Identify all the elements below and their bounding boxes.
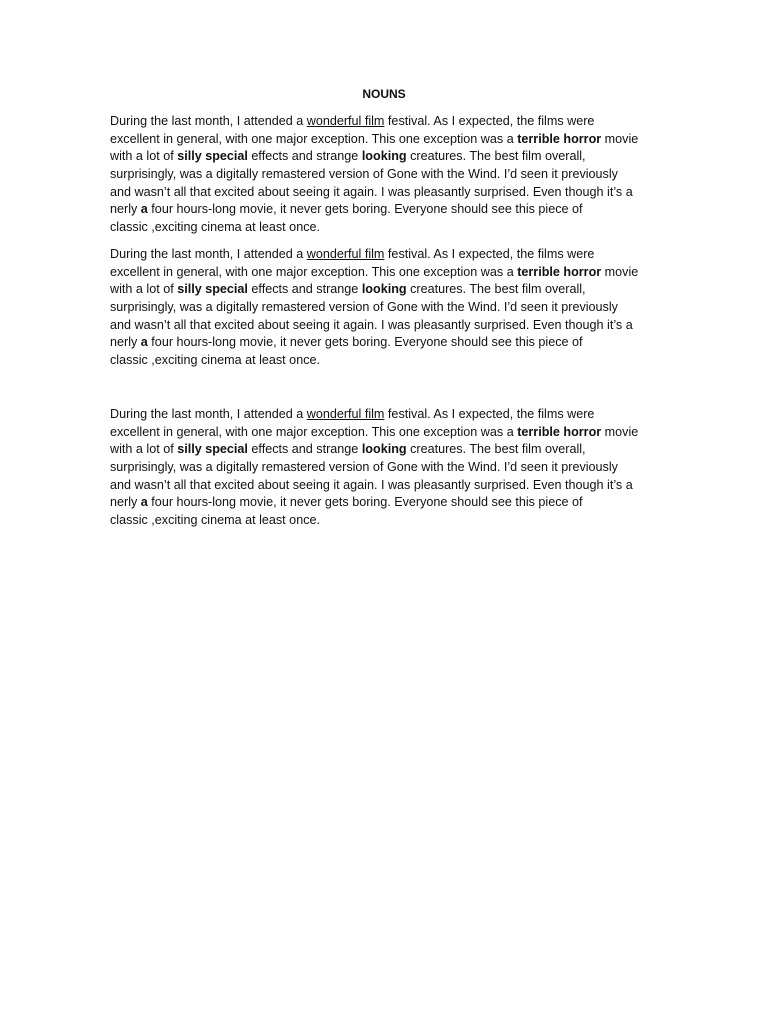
paragraph-2 [110,246,656,370]
text-run: During the last month, I attended a [110,407,307,421]
text-run: festival. As I expected, the films were [384,247,595,261]
text-run: four hours-long movie, it never gets boring. Everyone should see this piece of [147,335,583,350]
text-run: with a lot of [110,149,178,164]
text-line [110,441,656,459]
text-line [110,424,656,442]
bold-text: silly special [177,149,248,164]
text-line [110,219,656,237]
bold-text: terrible horror [517,264,602,279]
text-run: with a lot of [110,442,178,457]
text-line [110,184,656,202]
text-run: classic ,exciting cinema at least once. [110,353,320,368]
underlined-text: wonderful film [306,247,385,261]
text-run: four hours-long movie, it never gets boring. Everyone should see this piece of [147,202,583,217]
text-line [110,459,656,477]
bold-text: looking [361,282,407,297]
bold-text: terrible horror [517,424,602,439]
text-line [110,352,656,370]
text-run: excellent in general, with one major exception. This one exception was a [110,424,518,439]
text-line [110,406,656,424]
text-line [110,264,656,282]
text-run: surprisingly, was a digitally remastered version of Gone with the Wind. I’d seen it previously [110,300,618,315]
text-run: nerly [110,202,141,217]
paragraph-3 [110,406,656,530]
text-run: effects and strange [247,149,362,164]
bold-text: silly special [177,282,248,297]
bold-text: a [140,202,148,217]
text-line [110,512,656,530]
paragraph-1 [110,113,656,237]
text-run: classic ,exciting cinema at least once. [110,513,320,528]
text-run: with a lot of [110,282,178,297]
text-line [110,299,656,317]
text-run: and wasn’t all that excited about seeing it again. I was pleasantly surprised. Even though it’s a [110,477,633,492]
text-run: and wasn’t all that excited about seeing it again. I was pleasantly surprised. Even though it’s a [110,184,633,199]
text-run: surprisingly, was a digitally remastered version of Gone with the Wind. I’d seen it previously [110,460,618,475]
text-run: movie [601,264,639,279]
text-run: excellent in general, with one major exception. This one exception was a [110,131,518,146]
text-line [110,166,656,184]
text-line [110,148,656,166]
bold-text: looking [361,149,407,164]
text-line [110,131,656,149]
text-run: During the last month, I attended a [110,247,307,261]
text-run: surprisingly, was a digitally remastered version of Gone with the Wind. I’d seen it previously [110,167,618,182]
text-run: effects and strange [247,442,362,457]
underlined-text: wonderful film [306,114,385,128]
text-run: nerly [110,335,141,350]
bold-text: a [140,335,148,350]
text-run: classic ,exciting cinema at least once. [110,220,320,235]
text-run: nerly [110,495,141,510]
bold-text: looking [361,442,407,457]
text-line [110,317,656,335]
text-run: During the last month, I attended a [110,114,307,128]
bold-text: a [140,495,148,510]
text-run: festival. As I expected, the films were [384,407,595,421]
text-line [110,201,656,219]
text-run: four hours-long movie, it never gets boring. Everyone should see this piece of [147,495,583,510]
text-line [110,113,656,131]
text-line [110,334,656,352]
text-run: and wasn’t all that excited about seeing it again. I was pleasantly surprised. Even though it’s a [110,317,633,332]
text-run: creatures. The best film overall, [406,282,586,297]
document-title: NOUNS [362,87,406,101]
text-line [110,246,656,264]
text-run: movie [601,131,639,146]
text-line [110,477,656,495]
underlined-text: wonderful film [306,407,385,421]
text-run: effects and strange [247,282,362,297]
bold-text: silly special [177,442,248,457]
text-run: creatures. The best film overall, [406,149,586,164]
text-run: creatures. The best film overall, [406,442,586,457]
text-run: excellent in general, with one major exception. This one exception was a [110,264,518,279]
bold-text: terrible horror [517,131,602,146]
text-line [110,494,656,512]
text-line [110,281,656,299]
text-run: festival. As I expected, the films were [384,114,595,128]
text-run: movie [601,424,639,439]
